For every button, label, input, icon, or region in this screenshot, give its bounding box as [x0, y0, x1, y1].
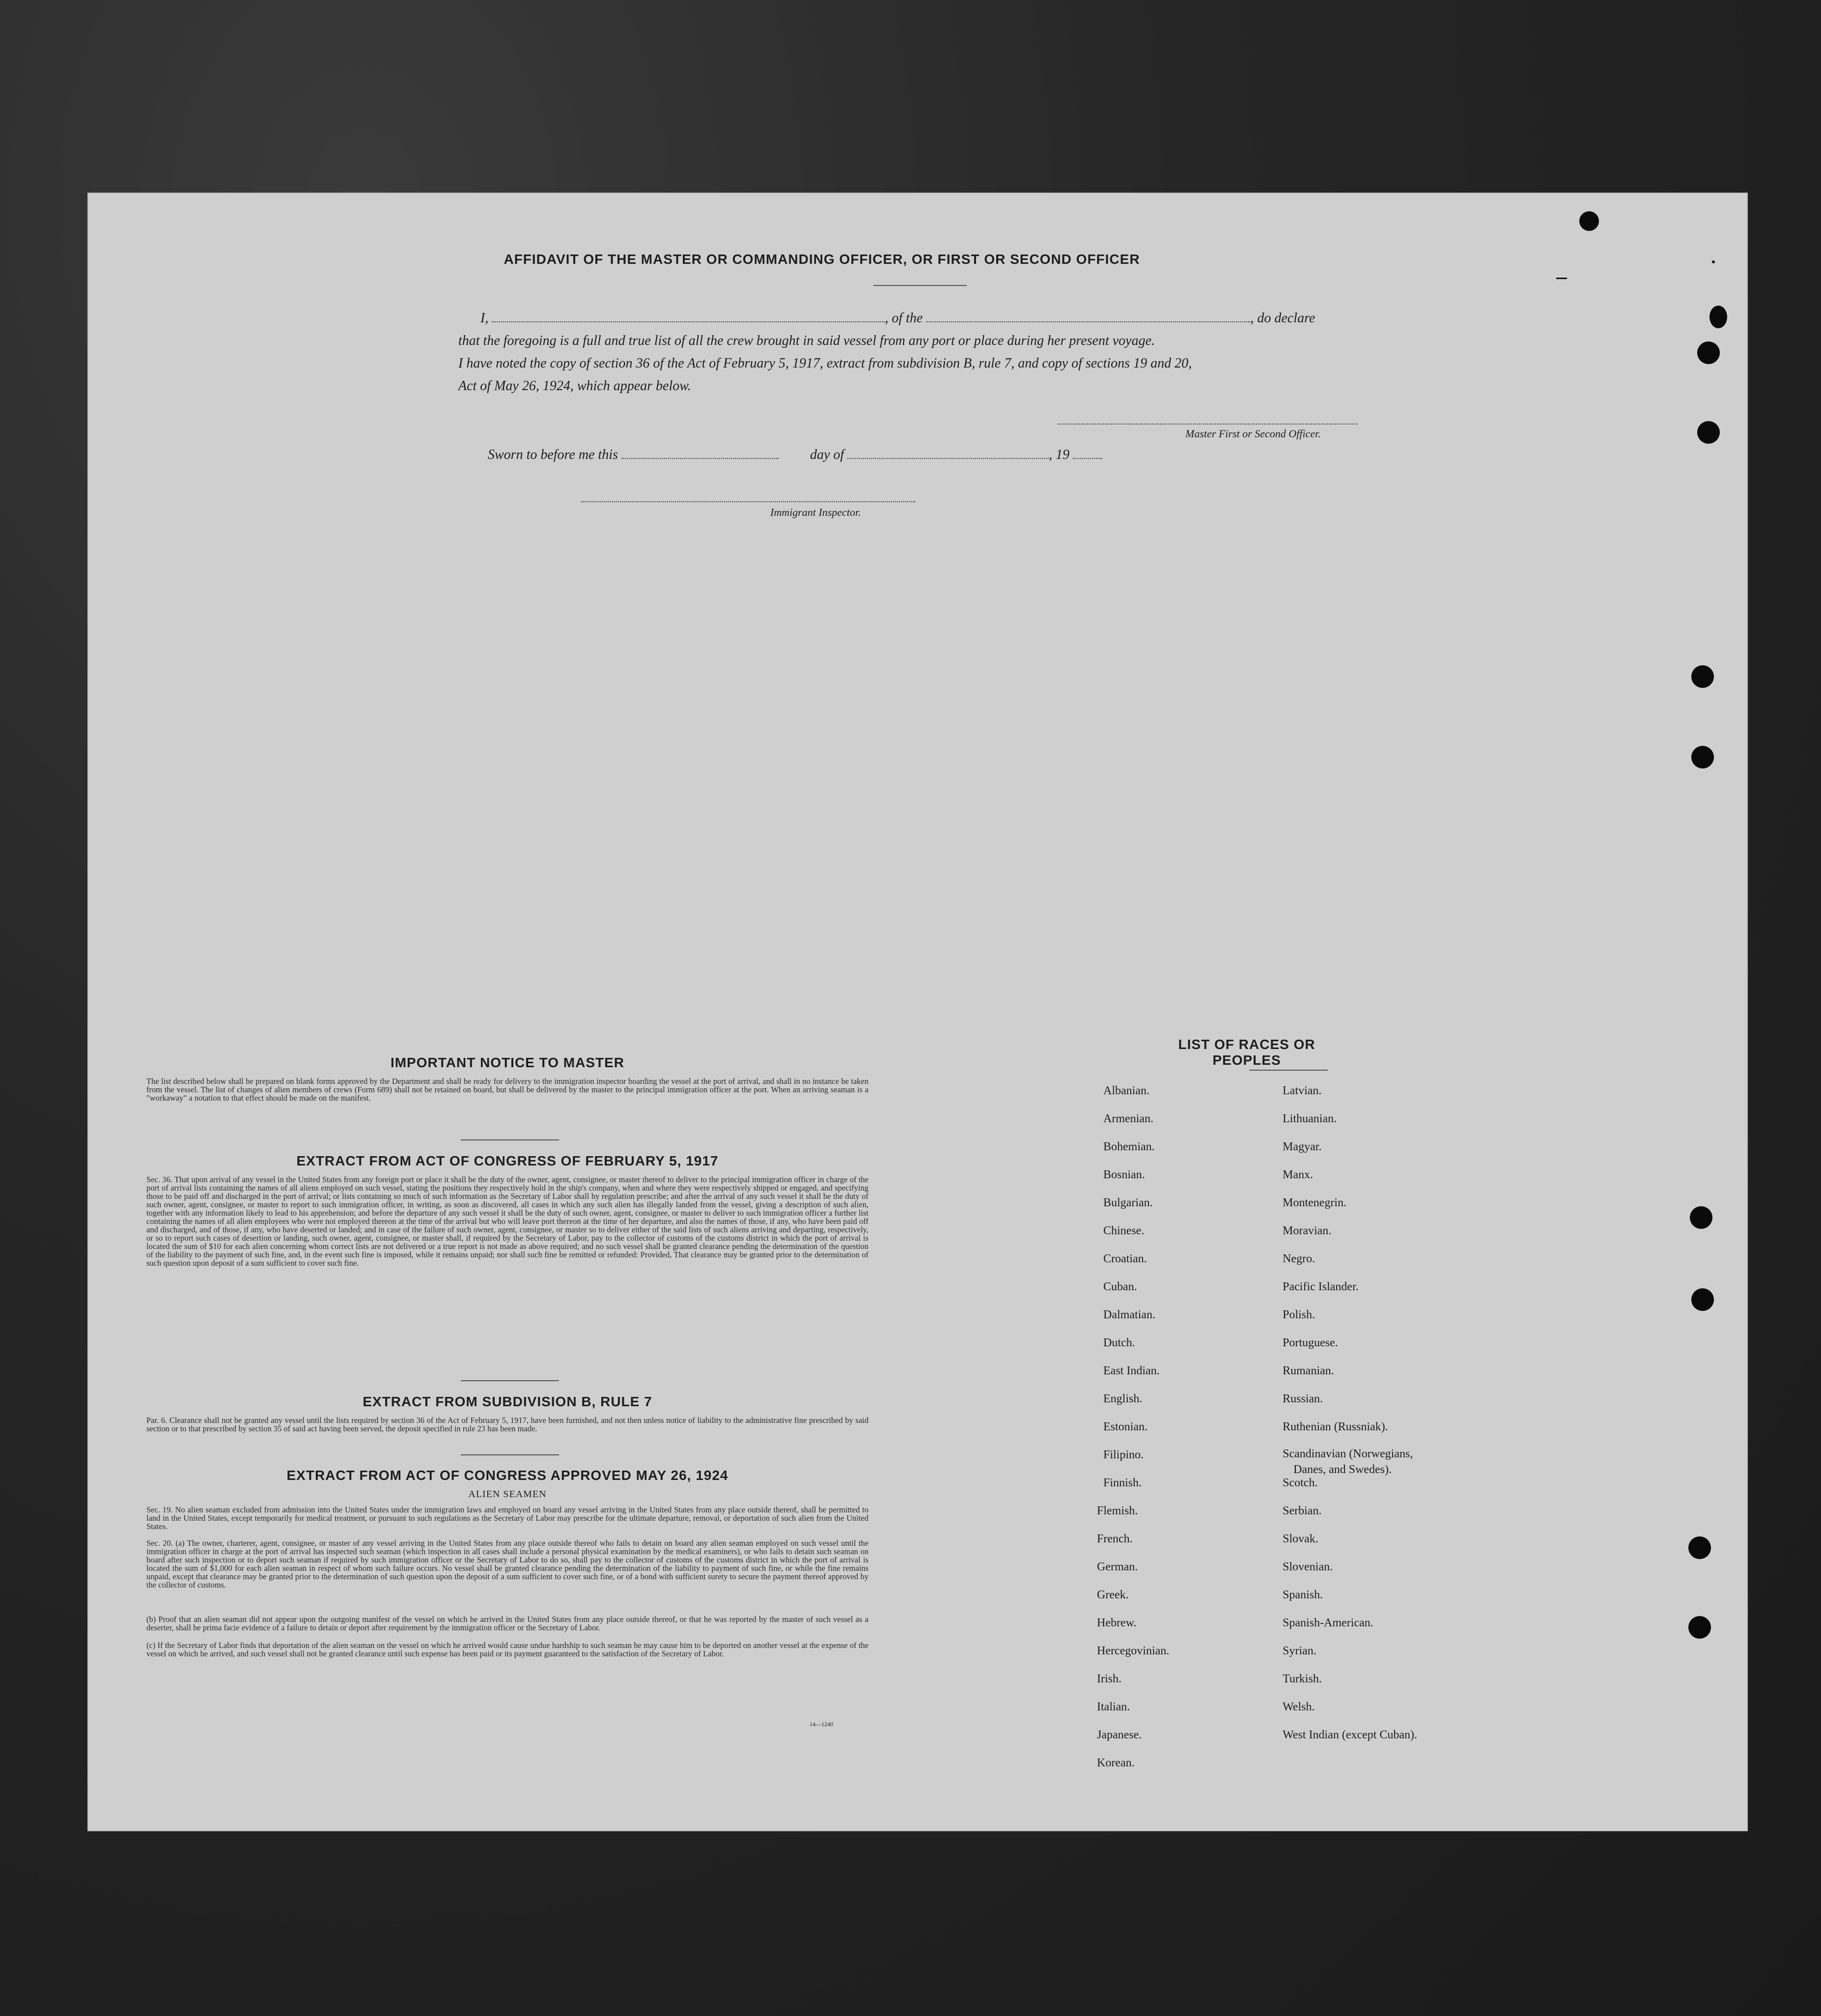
race-left-18: Greek. — [1097, 1589, 1129, 1601]
sec19-text: Sec. 19. No alien seaman excluded from admission into the United States under the immigration laws and employed on board any vessel arriving in the United States from any place outside thereof, shall be permitted to land in the United States, except temporarily for medical treatment, or pursuant to such regulations as the Secretary of Labor may prescribe for the ultimate departure, removal, or deportation of such alien from the United States. — [146, 1505, 868, 1531]
races-rule — [1249, 1070, 1328, 1071]
race-left-22: Italian. — [1097, 1701, 1130, 1713]
race-left-13: Filipino. — [1103, 1448, 1144, 1461]
race-right-8: Polish. — [1283, 1308, 1316, 1321]
race-left-0: Albanian. — [1103, 1084, 1149, 1097]
extract-1924-title: EXTRACT FROM ACT OF CONGRESS APPROVED MAY 26, 1924 — [286, 1468, 728, 1483]
master-signature-line — [1058, 424, 1357, 425]
race-right-16: Serbian. — [1283, 1505, 1322, 1517]
affidavit-line-4: Act of May 26, 1924, which appear below. — [458, 378, 691, 394]
punch-hole — [1688, 1536, 1711, 1559]
affidavit-declare: , do declare — [1250, 311, 1316, 326]
punch-hole — [1691, 1288, 1714, 1311]
extract-1917-text: Sec. 36. That upon arrival of any vessel in the United States from any foreign port or place it shall be the duty of the owner, agent, consignee, or master thereof to deliver to the principal immigration officer in charge of the port of arrival lists containing the names of all aliens employed on such vessel, stating the positions they respectively hold in the ship's company, when and where they were respectively shipped or engaged, and specifying those to be paid off and discharged in the port of arrival; or lists containing so much of such information as the Secretary of Labor shall by regulation prescribe; and after the arrival of any such vessel it shall be the duty of such owner, agent, consignee, or master to report to such immigration officer, in writing, as soon as discovered, all cases in which any such alien has illegally landed from the vessel, giving a description of such alien, together with any information likely to lead to his apprehension; and before the departure of any such vessel it shall be the duty of such owner, agent, consignee, or master to deliver to such immigration officer a further list containing the names of all alien employees who were not employed thereon at the time of the arrival but who will leave port thereon at the time of her departure, and also the names of those, if any, who have been paid off and discharged, and of those, if any, who have deserted or landed; and in case of the failure of such owner, agent, consignee, or master so to deliver either of the said lists of such aliens arriving and departing, respectively, or so to report such cases of desertion or landing, such owner, agent, consignee, or master shall, if required by the Secretary of Labor, pay to the collector of customs of the customs district in which the port of arrival is located the sum of $10 for each alien concerning whom correct lists are not delivered or a true report is not made as above required; and no such vessel shall be granted clearance pending the determination of the question of the liability to the payment of such fine, and, in the event such fine is imposed, while it remains unpaid; nor shall such fine be remitted or refunded: Provided, That clearance may be granted prior to the determination of such question upon deposit of a sum sufficient to cover such fine. — [146, 1175, 868, 1268]
punch-hole — [1690, 1206, 1712, 1229]
race-left-2: Bohemian. — [1103, 1140, 1155, 1153]
race-right-4: Montenegrin. — [1283, 1196, 1346, 1209]
race-right-5: Moravian. — [1283, 1224, 1332, 1237]
race-left-11: English. — [1103, 1392, 1143, 1405]
race-left-5: Chinese. — [1103, 1224, 1145, 1237]
document-page — [87, 193, 1748, 1831]
master-caption: Master First or Second Officer. — [1185, 427, 1321, 440]
race-right-2: Magyar. — [1283, 1140, 1322, 1153]
race-right-22: Turkish. — [1283, 1673, 1322, 1685]
affidavit-line-1 — [480, 311, 1315, 326]
race-right-18: Slovenian. — [1283, 1561, 1333, 1573]
extract-rule7-title: EXTRACT FROM SUBDIVISION B, RULE 7 — [363, 1394, 652, 1409]
race-left-10: East Indian. — [1103, 1364, 1160, 1377]
race-left-23: Japanese. — [1097, 1729, 1142, 1741]
race-right-12: Ruthenian (Russniak). — [1283, 1420, 1388, 1433]
sec20a-text: Sec. 20. (a) The owner, charterer, agent, consignee, or master of any vessel arriving in the United States from any place outside thereof who fails to detain on board any alien seaman employed on such vessel until the immigration officer in charge at the port of arrival has inspected such seaman (which inspection in all cases shall include a personal physical examination by the medical examiners), or who fails to detain such seaman on board after such inspection or to deport such seaman if required by such immigration officer or the Secretary of Labor to do so, shall pay to the collector of customs of the customs district in which the port of arrival is located the sum of $1,000 for each alien seaman in respect of whom such failure occurs. No vessel shall be granted clearance pending the determination of the liability to payment of such fine, or while the fine remains unpaid, except that clearance may be granted prior to the determination of such question upon the deposit of a sum sufficient to cover such fine, or of a bond with sufficient surety to secure the payment thereof approved by the collector of customs. — [146, 1538, 868, 1590]
race-right-1: Lithuanian. — [1283, 1112, 1337, 1125]
affidavit-line-2: that the foregoing is a full and true list of all the crew brought in said vessel from any port or place during her present voyage. — [458, 333, 1155, 348]
rule-1 — [461, 1139, 559, 1140]
sworn-year: , 19 — [1049, 447, 1070, 462]
title-rule — [873, 285, 967, 286]
race-left-9: Dutch. — [1103, 1336, 1135, 1349]
affidavit-i: I, — [480, 311, 489, 326]
race-right-19: Spanish. — [1283, 1589, 1323, 1601]
punch-hole — [1579, 211, 1599, 231]
race-right-6: Negro. — [1283, 1252, 1315, 1265]
extract-rule7-text: Par. 6. Clearance shall not be granted any vessel until the lists required by section 36 of the Act of February 5, 1917, have been furnished, and not then unless notice of liability to the administrative fine prescribed by said section or to that prescribed by section 35 of said act having been served, the deposit specified in rule 23 has been made. — [146, 1416, 868, 1433]
race-left-15: Flemish. — [1097, 1505, 1138, 1517]
race-left-20: Hercegovinian. — [1097, 1645, 1170, 1657]
race-right-15: Scotch. — [1283, 1477, 1318, 1489]
affidavit-of-the: , of the — [885, 311, 923, 326]
sworn-text: Sworn to before me this — [488, 447, 618, 462]
form-number: 14—1240 — [810, 1721, 833, 1728]
race-left-8: Dalmatian. — [1103, 1308, 1155, 1321]
rule-3 — [461, 1454, 559, 1455]
affidavit-title: AFFIDAVIT OF THE MASTER OR COMMANDING OFFICER, OR FIRST OR SECOND OFFICER — [504, 252, 1140, 267]
race-left-3: Bosnian. — [1103, 1168, 1145, 1181]
race-left-16: French. — [1097, 1533, 1133, 1545]
punch-hole — [1697, 421, 1720, 444]
punch-hole — [1697, 341, 1720, 364]
punch-hole — [1688, 1616, 1711, 1639]
race-left-1: Armenian. — [1103, 1112, 1153, 1125]
race-right-9: Portuguese. — [1283, 1336, 1338, 1349]
notice-text: The list described below shall be prepared on blank forms approved by the Department and shall be ready for delivery to the immigration inspector boarding the vessel at the port of arrival, and shall in no instance be taken from the vessel. The list of changes of alien members of crews (Form 689) shall not be retained on board, but shall be delivered by the master to the principal immigration officer at the port. When an arriving seaman is a "workaway" a notation to that effect should be made on the manifest. — [146, 1077, 868, 1103]
sworn-year-blank — [1073, 449, 1102, 459]
race-left-24: Korean. — [1097, 1757, 1135, 1769]
sworn-month-blank — [847, 449, 1049, 459]
sec20b-text: (b) Proof that an alien seaman did not appear upon the outgoing manifest of the vessel on which he arrived in the United States from any place outside thereof, or that he was reported by the master of such vessel as a deserter, shall be prima facie evidence of a failure to detain or deport after requirement by the immigration officer or the Secretary of Labor. — [146, 1615, 868, 1632]
sworn-line — [488, 447, 1102, 463]
race-right-11: Russian. — [1283, 1392, 1323, 1405]
alien-seamen-subtitle: ALIEN SEAMEN — [468, 1489, 547, 1500]
affidavit-line-3: I have noted the copy of section 36 of the Act of February 5, 1917, extract from subdivision B, rule 7, and copy of sections 19 and 20, — [458, 356, 1192, 371]
sec20c-text: (c) If the Secretary of Labor finds that deportation of the alien seaman on the vessel on which he arrived would cause undue hardship to such seaman he may cause him to be deported on another vessel at the expense of the vessel on which he arrived, and such vessel shall not be granted clearance until such expense has been paid or its payment guaranteed to the satisfaction of the Secretary of Labor. — [146, 1641, 868, 1658]
punch-hole — [1709, 306, 1727, 328]
races-title: LIST OF RACES OR PEOPLES — [1178, 1037, 1316, 1068]
notice-title: IMPORTANT NOTICE TO MASTER — [390, 1055, 625, 1070]
race-right-23: Welsh. — [1283, 1701, 1315, 1713]
race-right-20: Spanish-American. — [1283, 1617, 1373, 1629]
race-right-10: Rumanian. — [1283, 1364, 1334, 1377]
race-left-6: Croatian. — [1103, 1252, 1147, 1265]
sworn-day-of: day of — [810, 447, 844, 462]
race-right-7: Pacific Islander. — [1283, 1280, 1359, 1293]
punch-hole — [1691, 665, 1714, 688]
sworn-day-blank — [621, 449, 779, 459]
race-right-0: Latvian. — [1283, 1084, 1322, 1097]
rule-2 — [461, 1380, 559, 1381]
race-right-13: Scandinavian (Norwegians, — [1283, 1448, 1413, 1460]
mark — [1712, 260, 1715, 263]
race-left-17: German. — [1097, 1561, 1138, 1573]
name-blank — [492, 312, 885, 322]
race-left-7: Cuban. — [1103, 1280, 1137, 1293]
race-right-17: Slovak. — [1283, 1533, 1318, 1545]
race-right-3: Manx. — [1283, 1168, 1313, 1181]
race-right-14: Danes, and Swedes). — [1293, 1463, 1392, 1476]
race-right-24: West Indian (except Cuban). — [1283, 1729, 1417, 1741]
inspector-signature-line — [581, 501, 915, 502]
extract-1917-title: EXTRACT FROM ACT OF CONGRESS OF FEBRUARY 5, 1917 — [296, 1153, 719, 1168]
race-right-21: Syrian. — [1283, 1645, 1317, 1657]
race-left-12: Estonian. — [1103, 1420, 1148, 1433]
race-left-14: Finnish. — [1103, 1477, 1142, 1489]
vessel-blank — [926, 312, 1250, 322]
inspector-caption: Immigrant Inspector. — [770, 506, 861, 518]
race-left-19: Hebrew. — [1097, 1617, 1137, 1629]
race-left-21: Irish. — [1097, 1673, 1121, 1685]
race-left-4: Bulgarian. — [1103, 1196, 1153, 1209]
mark — [1556, 278, 1567, 279]
punch-hole — [1691, 746, 1714, 768]
